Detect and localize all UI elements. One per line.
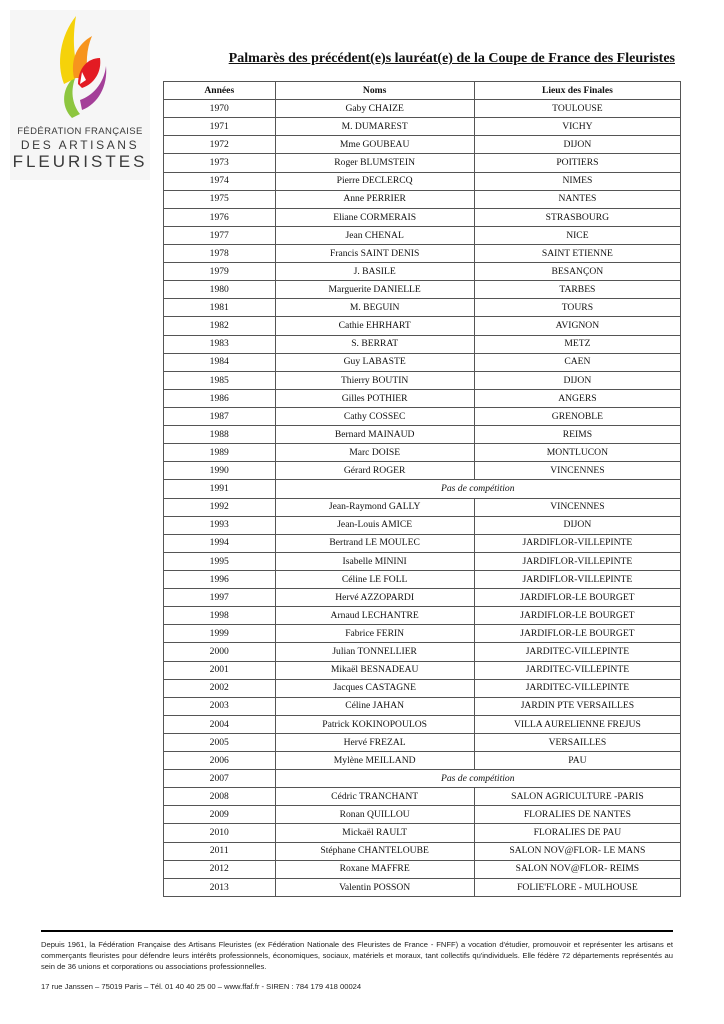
- cell-place: REIMS: [474, 426, 680, 444]
- cell-name: M. DUMAREST: [275, 118, 474, 136]
- cell-name: Stéphane CHANTELOUBE: [275, 842, 474, 860]
- cell-place: TARBES: [474, 281, 680, 299]
- table-row: [164, 516, 681, 534]
- cell-year: 1999: [164, 625, 276, 643]
- cell-name: Ronan QUILLOU: [275, 806, 474, 824]
- cell-year: 2012: [164, 860, 276, 878]
- cell-place: JARDIFLOR-LE BOURGET: [474, 607, 680, 625]
- logo-text-line3: FLEURISTES: [12, 152, 148, 171]
- cell-name: Marguerite DANIELLE: [275, 281, 474, 299]
- cell-year: 2009: [164, 806, 276, 824]
- cell-name: Mikaël BESNADEAU: [275, 661, 474, 679]
- table-row: [164, 389, 681, 407]
- cell-year: 1985: [164, 371, 276, 389]
- table-row: [164, 353, 681, 371]
- cell-year: 1982: [164, 317, 276, 335]
- cell-name: Gérard ROGER: [275, 462, 474, 480]
- table-row: [164, 244, 681, 262]
- table-row: [164, 788, 681, 806]
- cell-year: 1975: [164, 190, 276, 208]
- header-places: Lieux des Finales: [474, 82, 680, 100]
- footer-address: 17 rue Janssen – 75019 Paris – Tél. 01 40 40 25 00 – www.ffaf.fr - SIREN : 784 179 418 00024: [41, 982, 362, 991]
- cell-place: VICHY: [474, 118, 680, 136]
- cell-name: Jean-Louis AMICE: [275, 516, 474, 534]
- cell-year: 1994: [164, 534, 276, 552]
- cell-name: Jean-Raymond GALLY: [275, 498, 474, 516]
- cell-place: JARDIFLOR-LE BOURGET: [474, 589, 680, 607]
- cell-year: 1983: [164, 335, 276, 353]
- cell-name: Mme GOUBEAU: [275, 136, 474, 154]
- cell-place: PAU: [474, 752, 680, 770]
- cell-name: Guy LABASTE: [275, 353, 474, 371]
- table-row: [164, 842, 681, 860]
- cell-place: JARDITEC-VILLEPINTE: [474, 643, 680, 661]
- table-row: [164, 299, 681, 317]
- cell-year: 2003: [164, 697, 276, 715]
- cell-name: Isabelle MININI: [275, 552, 474, 570]
- cell-year: 1973: [164, 154, 276, 172]
- cell-name: Cathie EHRHART: [275, 317, 474, 335]
- table-row: [164, 426, 681, 444]
- cell-place: SALON NOV@FLOR- LE MANS: [474, 842, 680, 860]
- cell-place: VINCENNES: [474, 498, 680, 516]
- table-header-row: [164, 82, 681, 100]
- cell-year: 1980: [164, 281, 276, 299]
- cell-name: Hervé FREZAL: [275, 733, 474, 751]
- cell-year: 1979: [164, 263, 276, 281]
- cell-year: 2013: [164, 878, 276, 896]
- cell-place: GRENOBLE: [474, 407, 680, 425]
- cell-name: Marc DOISE: [275, 444, 474, 462]
- cell-place: AVIGNON: [474, 317, 680, 335]
- cell-place: POITIERS: [474, 154, 680, 172]
- table-row: [164, 752, 681, 770]
- cell-year: 2008: [164, 788, 276, 806]
- flower-logo-icon: [52, 14, 108, 119]
- cell-no-competition: Pas de compétition: [275, 480, 680, 498]
- cell-name: Bernard MAINAUD: [275, 426, 474, 444]
- cell-year: 2011: [164, 842, 276, 860]
- table-row: [164, 136, 681, 154]
- footer-divider: [41, 930, 673, 932]
- table-row: [164, 172, 681, 190]
- cell-name: Jean CHENAL: [275, 226, 474, 244]
- table-row: [164, 444, 681, 462]
- cell-place: ANGERS: [474, 389, 680, 407]
- cell-year: 1996: [164, 570, 276, 588]
- cell-name: J. BASILE: [275, 263, 474, 281]
- cell-name: Pierre DECLERCQ: [275, 172, 474, 190]
- cell-year: 2005: [164, 733, 276, 751]
- cell-name: Céline LE FOLL: [275, 570, 474, 588]
- cell-place: DIJON: [474, 136, 680, 154]
- cell-year: 2002: [164, 679, 276, 697]
- page-title: Palmarès des précédent(e)s lauréat(e) de la Coupe de France des Fleuristes: [228, 51, 675, 66]
- table-row: [164, 154, 681, 172]
- table-row: [164, 118, 681, 136]
- cell-year: 1987: [164, 407, 276, 425]
- cell-place: JARDITEC-VILLEPINTE: [474, 679, 680, 697]
- cell-place: TOULOUSE: [474, 100, 680, 118]
- cell-name: Gaby CHAIZE: [275, 100, 474, 118]
- cell-year: 1997: [164, 589, 276, 607]
- cell-place: METZ: [474, 335, 680, 353]
- cell-year: 2001: [164, 661, 276, 679]
- table-row: [164, 226, 681, 244]
- cell-year: 1988: [164, 426, 276, 444]
- cell-year: 2000: [164, 643, 276, 661]
- header-years: Années: [164, 82, 276, 100]
- table-row: [164, 190, 681, 208]
- table-row: [164, 480, 681, 498]
- table-row: [164, 498, 681, 516]
- table-row: [164, 679, 681, 697]
- cell-place: SAINT ETIENNE: [474, 244, 680, 262]
- cell-place: VERSAILLES: [474, 733, 680, 751]
- cell-name: Thierry BOUTIN: [275, 371, 474, 389]
- cell-year: 2006: [164, 752, 276, 770]
- cell-place: JARDIN PTE VERSAILLES: [474, 697, 680, 715]
- cell-name: Patrick KOKINOPOULOS: [275, 715, 474, 733]
- cell-name: Roxane MAFFRE: [275, 860, 474, 878]
- cell-year: 1998: [164, 607, 276, 625]
- table-row: [164, 733, 681, 751]
- cell-place: STRASBOURG: [474, 208, 680, 226]
- cell-name: Eliane CORMERAIS: [275, 208, 474, 226]
- cell-year: 1995: [164, 552, 276, 570]
- cell-name: Bertrand LE MOULEC: [275, 534, 474, 552]
- table-row: [164, 607, 681, 625]
- cell-name: Valentin POSSON: [275, 878, 474, 896]
- cell-place: VILLA AURELIENNE FREJUS: [474, 715, 680, 733]
- cell-place: SALON AGRICULTURE -PARIS: [474, 788, 680, 806]
- table-row: [164, 715, 681, 733]
- table-row: [164, 317, 681, 335]
- cell-place: FOLIE'FLORE - MULHOUSE: [474, 878, 680, 896]
- cell-year: 1989: [164, 444, 276, 462]
- cell-place: JARDIFLOR-VILLEPINTE: [474, 570, 680, 588]
- cell-name: Cathy COSSEC: [275, 407, 474, 425]
- cell-year: 1992: [164, 498, 276, 516]
- table-row: [164, 625, 681, 643]
- table-row: [164, 552, 681, 570]
- cell-place: JARDIFLOR-VILLEPINTE: [474, 534, 680, 552]
- table-row: [164, 806, 681, 824]
- footer-description: Depuis 1961, la Fédération Française des Artisans Fleuristes (ex Fédération Nationale des Fleuristes de France - FNFF) a vocation d'étudier, promouvoir et représenter les artisans et commerçants fleuristes pour défendre leurs intérêts professionnels, économiques, sociaux, matériels et moraux, tant collectifs qu'individuels. Elle fédère 72 départements représentés au sein de 36 unions et corporations ou associations professionnelles.: [41, 940, 673, 971]
- cell-place: JARDIFLOR-VILLEPINTE: [474, 552, 680, 570]
- cell-year: 1971: [164, 118, 276, 136]
- cell-year: 1978: [164, 244, 276, 262]
- cell-name: S. BERRAT: [275, 335, 474, 353]
- table-row: [164, 878, 681, 896]
- federation-logo: [10, 10, 150, 180]
- cell-year: 2010: [164, 824, 276, 842]
- cell-name: Francis SAINT DENIS: [275, 244, 474, 262]
- table-row: [164, 824, 681, 842]
- cell-name: Roger BLUMSTEIN: [275, 154, 474, 172]
- cell-name: Arnaud LECHANTRE: [275, 607, 474, 625]
- cell-year: 2007: [164, 770, 276, 788]
- logo-text-line1: FÉDÉRATION FRANÇAISE: [17, 126, 143, 137]
- cell-year: 1974: [164, 172, 276, 190]
- cell-name: Mylène MEILLAND: [275, 752, 474, 770]
- cell-place: JARDITEC-VILLEPINTE: [474, 661, 680, 679]
- cell-year: 1990: [164, 462, 276, 480]
- cell-year: 1986: [164, 389, 276, 407]
- cell-name: Fabrice FERIN: [275, 625, 474, 643]
- header-names: Noms: [275, 82, 474, 100]
- cell-place: BESANÇON: [474, 263, 680, 281]
- cell-place: NICE: [474, 226, 680, 244]
- cell-place: DIJON: [474, 516, 680, 534]
- cell-place: VINCENNES: [474, 462, 680, 480]
- table-row: [164, 661, 681, 679]
- cell-place: MONTLUCON: [474, 444, 680, 462]
- cell-place: NANTES: [474, 190, 680, 208]
- table-row: [164, 371, 681, 389]
- cell-name: Hervé AZZOPARDI: [275, 589, 474, 607]
- cell-year: 1991: [164, 480, 276, 498]
- table-row: [164, 570, 681, 588]
- cell-name: Céline JAHAN: [275, 697, 474, 715]
- cell-name: Gilles POTHIER: [275, 389, 474, 407]
- cell-place: SALON NOV@FLOR- REIMS: [474, 860, 680, 878]
- cell-place: CAEN: [474, 353, 680, 371]
- cell-year: 1977: [164, 226, 276, 244]
- table-row: [164, 770, 681, 788]
- table-row: [164, 462, 681, 480]
- table-row: [164, 534, 681, 552]
- table-row: [164, 100, 681, 118]
- cell-year: 1970: [164, 100, 276, 118]
- cell-name: Julian TONNELLIER: [275, 643, 474, 661]
- table-row: [164, 697, 681, 715]
- table-row: [164, 860, 681, 878]
- table-row: [164, 263, 681, 281]
- table-row: [164, 407, 681, 425]
- table-row: [164, 208, 681, 226]
- cell-name: Cédric TRANCHANT: [275, 788, 474, 806]
- cell-place: FLORALIES DE NANTES: [474, 806, 680, 824]
- cell-place: FLORALIES DE PAU: [474, 824, 680, 842]
- cell-place: JARDIFLOR-LE BOURGET: [474, 625, 680, 643]
- cell-place: NIMES: [474, 172, 680, 190]
- cell-name: M. BEGUIN: [275, 299, 474, 317]
- cell-place: TOURS: [474, 299, 680, 317]
- cell-year: 1984: [164, 353, 276, 371]
- table-row: [164, 589, 681, 607]
- table-row: [164, 335, 681, 353]
- winners-table: [163, 81, 681, 897]
- cell-year: 1993: [164, 516, 276, 534]
- cell-no-competition: Pas de compétition: [275, 770, 680, 788]
- cell-year: 1976: [164, 208, 276, 226]
- cell-place: DIJON: [474, 371, 680, 389]
- logo-text-line2: DES ARTISANS: [20, 138, 140, 152]
- cell-name: Anne PERRIER: [275, 190, 474, 208]
- table-row: [164, 643, 681, 661]
- cell-year: 1972: [164, 136, 276, 154]
- cell-name: Jacques CASTAGNE: [275, 679, 474, 697]
- table-row: [164, 281, 681, 299]
- cell-year: 2004: [164, 715, 276, 733]
- cell-year: 1981: [164, 299, 276, 317]
- cell-name: Mickaël RAULT: [275, 824, 474, 842]
